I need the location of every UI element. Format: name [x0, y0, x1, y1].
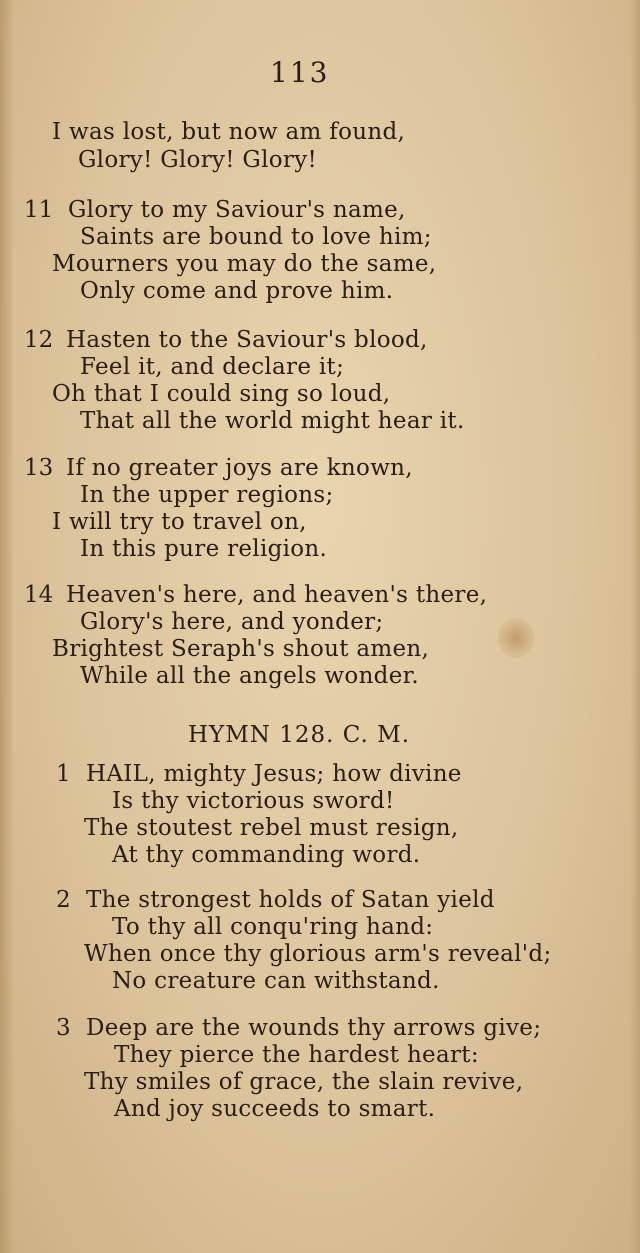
verse-number: 3: [56, 1015, 71, 1041]
verse-number: 12: [24, 327, 54, 353]
page-edge-shadow-right: [630, 0, 640, 1253]
paper-stain: [498, 618, 534, 658]
verse-number: 1: [56, 761, 71, 787]
verse-line: Saints are bound to love him;: [80, 224, 432, 250]
verse-line: When once thy glorious arm's reveal'd;: [84, 941, 552, 967]
verse-line: Only come and prove him.: [80, 278, 394, 304]
verse-line: In the upper regions;: [80, 482, 334, 508]
verse-line: If no greater joys are known,: [66, 455, 413, 481]
verse-line: No creature can withstand.: [112, 968, 440, 994]
verse-number: 14: [24, 582, 54, 608]
verse-line: The strongest holds of Satan yield: [86, 887, 495, 913]
hymn-heading: HYMN 128. C. M.: [188, 722, 411, 748]
verse-line: In this pure religion.: [80, 536, 328, 562]
verse-line: Is thy victorious sword!: [112, 788, 395, 814]
verse-number: 13: [24, 455, 54, 481]
verse-line: Thy smiles of grace, the slain revive,: [84, 1069, 524, 1095]
verse-line: Glory! Glory! Glory!: [78, 147, 318, 173]
verse-line: HAIL, mighty Jesus; how divine: [86, 761, 462, 787]
verse-line: To thy all conqu'ring hand:: [112, 914, 434, 940]
verse-line: Mourners you may do the same,: [52, 251, 437, 277]
verse-line: Oh that I could sing so loud,: [52, 381, 391, 407]
verse-line: While all the angels wonder.: [80, 663, 419, 689]
page-number: 113: [270, 56, 330, 89]
verse-line: I will try to travel on,: [52, 509, 307, 535]
verse-line: Hasten to the Saviour's blood,: [66, 327, 428, 353]
verse-line: Brightest Seraph's shout amen,: [52, 636, 430, 662]
verse-line: I was lost, but now am found,: [52, 119, 406, 145]
verse-line: Glory's here, and yonder;: [80, 609, 384, 635]
verse-number: 11: [24, 197, 54, 223]
verse-line: Heaven's here, and heaven's there,: [66, 582, 488, 608]
verse-line: That all the world might hear it.: [80, 408, 465, 434]
verse-line: Deep are the wounds thy arrows give;: [86, 1015, 542, 1041]
verse-line: At thy commanding word.: [112, 842, 421, 868]
verse-line: The stoutest rebel must resign,: [84, 815, 459, 841]
verse-line: They pierce the hardest heart:: [114, 1042, 479, 1068]
verse-number: 2: [56, 887, 71, 913]
verse-line: And joy succeeds to smart.: [114, 1096, 436, 1122]
page-edge-shadow-left: [0, 0, 14, 1253]
verse-line: Feel it, and declare it;: [80, 354, 345, 380]
verse-line: Glory to my Saviour's name,: [68, 197, 406, 223]
